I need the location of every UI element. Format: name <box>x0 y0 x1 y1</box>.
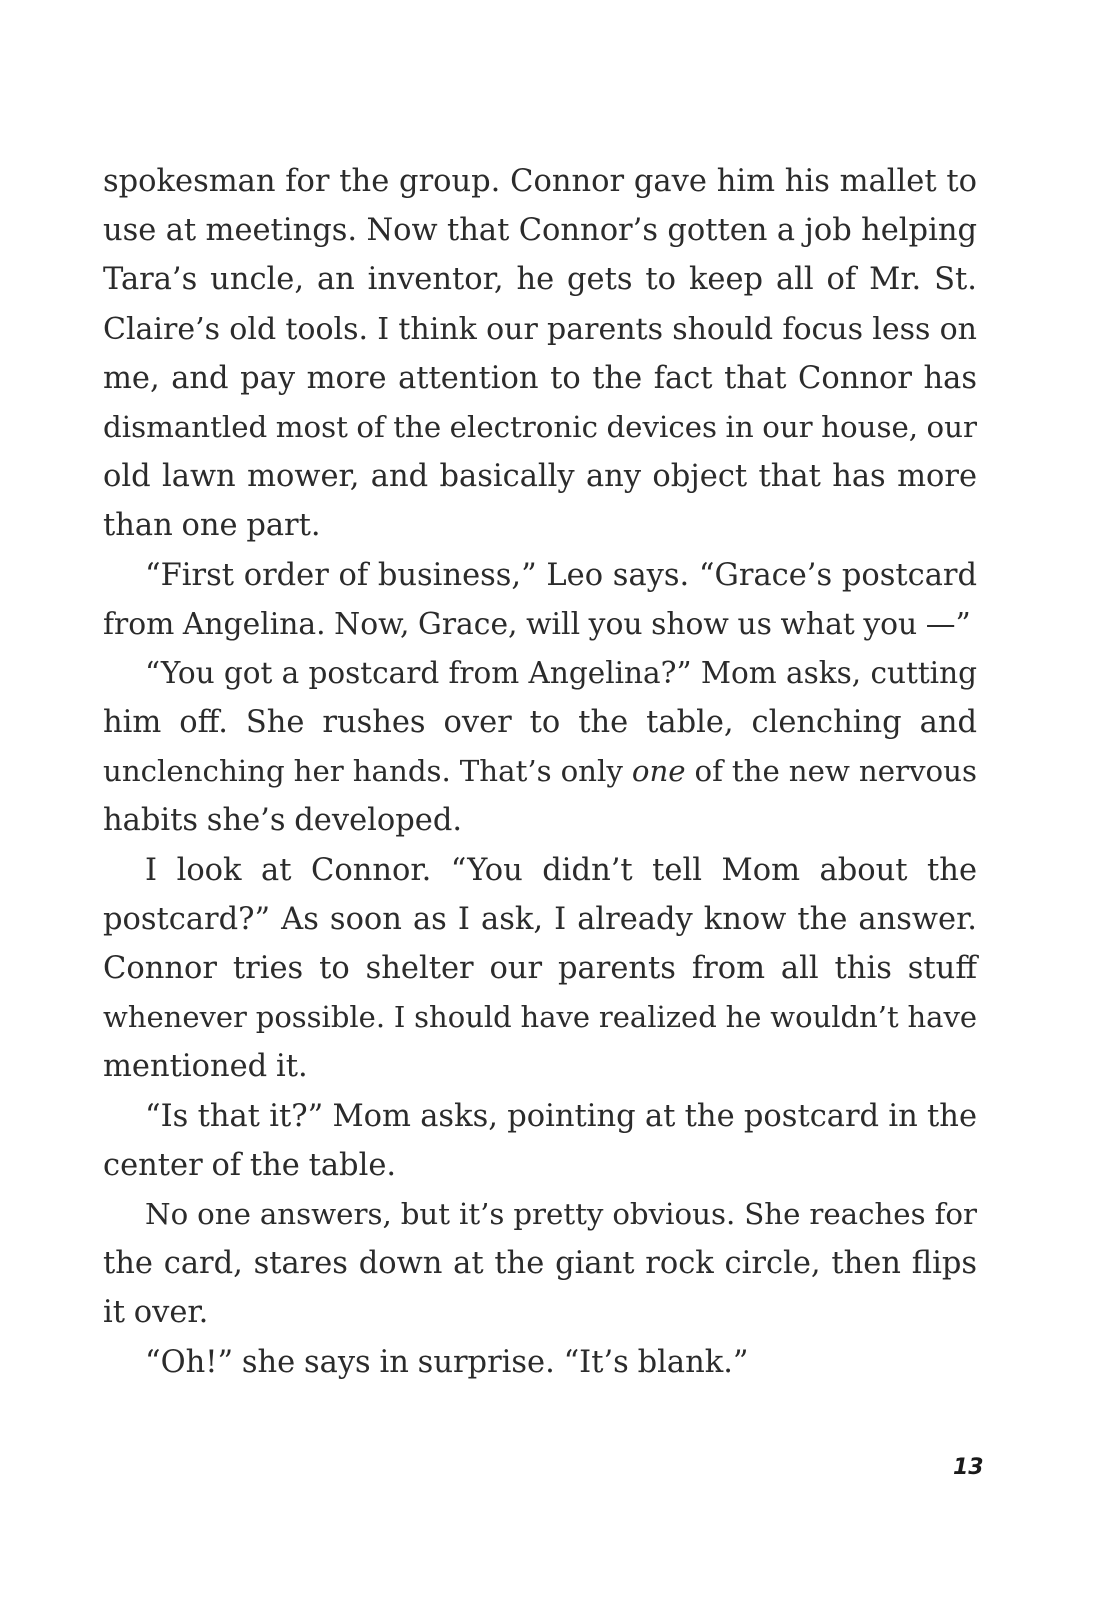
text-line: dismantled most of the electronic devices in our house, our <box>103 409 977 444</box>
text-line: use at meetings. Now that Connor’s gotten a job helping <box>103 213 977 249</box>
text-line: “First order of business,” Leo says. “Grace’s postcard <box>145 557 977 593</box>
text-line: than one part. <box>103 508 321 544</box>
italic-emphasis: one <box>631 754 686 789</box>
text-line: I look at Connor. “You didn’t tell Mom about the <box>145 852 977 888</box>
text-run: unclenching her hands. That’s only <box>103 754 632 789</box>
text-line: Connor tries to shelter our parents from all this stuff <box>103 951 977 986</box>
text-line: habits she’s developed. <box>103 803 463 839</box>
text-line: it over. <box>103 1295 209 1331</box>
text-line: old lawn mower, and basically any object that has more <box>103 459 977 495</box>
text-line: me, and pay more attention to the fact that Connor has <box>103 360 977 396</box>
text-line: No one answers, but it’s pretty obvious. She reaches for <box>145 1196 977 1231</box>
text-line: the card, stares down at the giant rock circle, then flips <box>103 1246 977 1282</box>
text-line: “Oh!” she says in surprise. “It’s blank.” <box>145 1344 749 1380</box>
text-line: whenever possible. I should have realized he wouldn’t have <box>103 1000 977 1035</box>
text-line: Tara’s uncle, an inventor, he gets to keep all of Mr. St. <box>103 262 977 298</box>
text-line: him off. She rushes over to the table, clenching and <box>103 705 977 741</box>
text-line: Claire’s old tools. I think our parents should focus less on <box>103 311 977 347</box>
page-number: 13 <box>953 1455 984 1480</box>
text-line <box>103 747 977 796</box>
text-line: “Is that it?” Mom asks, pointing at the postcard in the <box>145 1098 977 1134</box>
text-line: postcard?” As soon as I ask, I already know the answer. <box>103 901 977 937</box>
text-line: from Angelina. Now, Grace, will you show us what you —” <box>103 606 971 642</box>
text-line: mentioned it. <box>103 1049 308 1085</box>
body-text <box>103 157 977 1387</box>
text-line: spokesman for the group. Connor gave him his mallet to <box>103 164 977 199</box>
text-run: of the new nervous <box>685 754 977 789</box>
text-line: “You got a postcard from Angelina?” Mom asks, cutting <box>145 655 977 690</box>
text-line: center of the table. <box>103 1147 397 1183</box>
